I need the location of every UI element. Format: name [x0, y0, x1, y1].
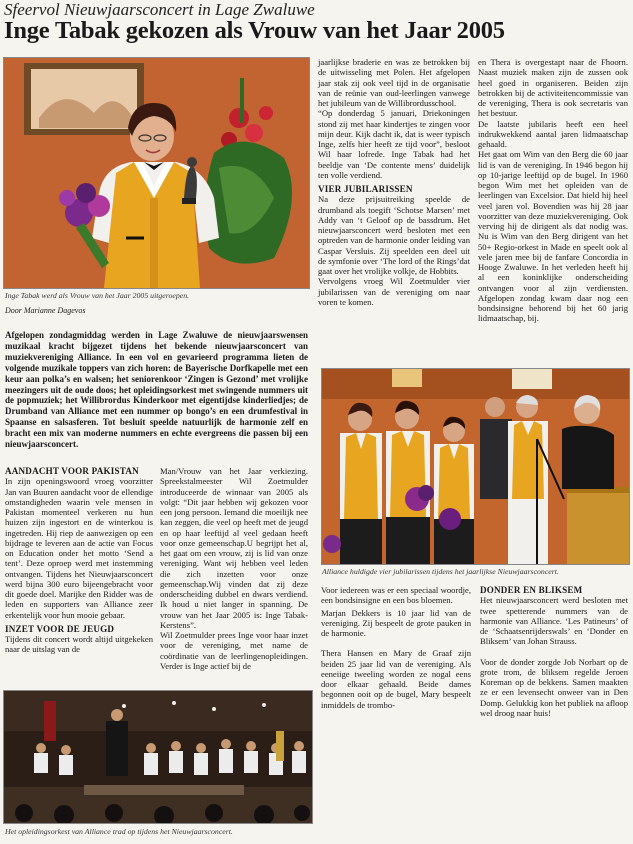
photo-orchestra — [3, 690, 313, 824]
col4-paragraph-2: De laatste jubilaris heeft een heel indrukwekkend aantal jaren lidmaatschap gehaald. — [478, 118, 628, 149]
col5-paragraph-1: Voor iedereen was er een speciaal woordje, een bondsinsigne en een bos bloemen. — [321, 585, 471, 606]
col2-paragraph-2: Wil Zoetmulder prees Inge voor haar inzet voor de vereniging, met name de coördinatie van de leerlingenopleidingen. Verder is Inge actief bij de — [160, 630, 308, 671]
heading-jubilarissen: VIER JUBILARISSEN — [318, 184, 413, 194]
col5-paragraph-3: Thera Hansen en Mary de Graaf zijn beiden 25 jaar lid van de vereniging. Als eeneiige tweeling worden ze nogal eens door elkaar gehaald. Beide dames begonnen ooit op de bugel, Mary bespeelt inmiddels de trombo- — [321, 648, 471, 710]
col3-paragraph-2: “Op donderdag 5 januari, Driekoningen stond zij met haar kindertjes te zingen voor mijn deur. Kijk dacht ik, dat is weer typisch Inge, zelfs hier heeft ze tijd voor”, besloot Wil haar lofrede. Inge Tabak had het beeldje van ‘De contente mens’ duidelijk ten volle verdiend. — [318, 108, 470, 180]
col6-paragraph-1: Het nieuwjaarsconcert werd besloten met twee spetterende nummers van de harmonie van Alliance. ‘Les Patineurs’ of de ‘Schaatsenrijderswals’ en ‘Donder en Bliksem’ van Johan Strauss. — [480, 595, 628, 647]
col1-paragraph-2: Tijdens dit concert wordt altijd uitgekeken naar de uitslag van de — [5, 634, 153, 655]
col4-paragraph-1: en Thera is overgestapt naar de Fhoorn. Naast muziek maken zijn de zussen ook heel goed in organiseren. Beiden zijn betrokken bij de activiteitencommissie van de vereniging, Thera is ook secretaris van het bestuur. — [478, 57, 628, 119]
heading-donder-en-bliksem: DONDER EN BLIKSEM — [480, 585, 583, 595]
column-5 — [321, 585, 471, 710]
lead-paragraph: Afgelopen zondagmiddag werden in Lage Zwaluwe de nieuwjaarswensen muzikaal kracht bijgezet tijdens het bekende nieuwjaarsconcert van muziekvereniging Alliance. In een vol en gevarieerd programma lieten de volgende muzikale toppers van zich horen: de Bayerische Dorfkapelle met een keur aan polka’s en walsen; het seniorenkoor ‘Zingen is Gezond’ met vrolijke meezingers uit de oude doos; het opleidingsorkest met swingende nummers uit de popmuziek; het Willibrordus Kinderkoor met eigentijdse kinderliedjes; de Drumband van Alliance met een nummer op bongo’s en een drumfestival in Spaanse en salsasferen. Tot besluit speelde natuurlijk de harmonie zelf en bracht een mix van moderne nummers en echte evergreens die passen bij een nieuwjaarsconcert. — [5, 330, 308, 450]
col2-paragraph-1: Man/Vrouw van het Jaar verkiezing. Spreekstalmeester Wil Zoetmulder introduceerde de winnaar van 2005 als volgt: “Dit jaar hebben wij gekozen voor een jong persoon. Iemand die moeilijk nee kan zeggen, die veel op heeft met de jeugd en op haar leeftijd al veel gedaan heeft voor onze gemeenschap.U begrijpt het al, het gaat om een vrouw, zij is lid van onze vereniging. Want wij hebben veel leden die zich inzetten voor onze gemeenschap.Wij vinden dat zij deze onderscheiding dubbel en dwars verdiend. Ik houd u niet langer in spanning. De vrouw van het Jaar 2005 is: Inge Tabak-Kerstens”. — [160, 466, 308, 630]
col6-paragraph-2: Voor de donder zorgde Job Norbart op de grote trom, de bliksem regelde Jeroen Koreman op de bekkens. Samen maakten ze er een levensecht onweer van in Den Domp. Gelukkig kon het publiek na afloop wel droog naar huis! — [480, 656, 628, 718]
kicker: Sfeervol Nieuwjaarsconcert in Lage Zwaluwe — [4, 0, 315, 19]
headline: Inge Tabak gekozen als Vrouw van het Jaar 2005 — [4, 17, 505, 44]
column-1 — [5, 466, 153, 655]
byline: Door Marianne Dagevos — [5, 306, 86, 315]
photo3-caption: Het opleidingsorkest van Alliance trad op tijdens het Nieuwjaarsconcert. — [5, 827, 233, 836]
col3-paragraph-1: jaarlijkse braderie en was ze betrokken bij de uitwisseling met Polen. Het afgelopen jaar stak zij ook veel tijd in de organisatie van de reünie van oud-leerlingen vanwege het jubileum van de Willibrordusschool. — [318, 57, 470, 108]
column-3 — [318, 57, 470, 307]
photo-inge-tabak — [3, 57, 310, 289]
col4-paragraph-3: Het gaat om Wim van den Berg die 60 jaar lid is van de vereniging. In 1946 begon hij op 10-jarige leeftijd op de bugel. In 1960 begon Wim met het opleiden van de leerlingen van Excelsior. Dat hield hij heel veel jaren vol. Bovendien was hij 28 jaar voorzitter van deze muziekvereniging. Ook verving hij de dirigent als dat nodig was. Nu is Wim van den Berg dirigent van het 50+ Regio-orkest in Made en speelt ook al vele jaren mee bij de fanfare Concordia in Hooge Zwaluwe. In het verleden heeft hij al een koninklijke onderscheiding ontvangen voor al zijn verdiensten. Afgelopen zondag kwam daar nog een bondsinsigne behorend bij het 60 jarig lidmaatschap, bij. — [478, 149, 628, 324]
column-4 — [478, 57, 628, 324]
column-2 — [160, 466, 308, 671]
col3-paragraph-3: Na deze prijsuitreiking speelde de drumband als toegift ‘Schotse Marsen’ met Addy van ‘t Geloof op de bassdrum. Het nieuwjaarsconcert werd besloten met een optreden van de harmonie onder leiding van Caspar Versluis. Zij speelden een deel uit de symfonie over ‘The lord of the Rings’dat gaat over het vrolijke volkje, de Hobbits. — [318, 194, 470, 276]
photo-jubilarissen — [321, 368, 630, 565]
column-6 — [480, 585, 628, 718]
heading-aandacht: AANDACHT VOOR PAKISTAN — [5, 466, 139, 476]
col5-paragraph-2: Marjan Dekkers is 10 jaar lid van de vereniging. Zij bespeelt de grote pauken in de harmonie. — [321, 607, 471, 638]
heading-inzet: INZET VOOR DE JEUGD — [5, 623, 115, 634]
col3-paragraph-4: Vervolgens vroeg Wil Zoetmulder vier jubilarissen van de vereniging om naar voren te komen. — [318, 276, 470, 307]
col1-paragraph-1: In zijn openingswoord vroeg voorzitter Jan van Buuren aandacht voor de ellendige omstandigheden waarin vele mensen in Pakistan momenteel verkeren nu hun huizen zijn ingestort en de winterkou is ingetreden. Hij riep de aanwezigen op een bijdrage te leveren aan de actie van Focus on Education onder het motto ‘Send a tent’. Deze oproep werd met instemming ontvangen. Tijdens het Nieuwjaarsconcert werd bijna 300 euro bijeengebracht voor dit goede doel. Marijke den Ridder was de leden en supporters van Alliance zeer erkentelijk voor hun mooie gebaar. — [5, 476, 153, 620]
photo1-caption: Inge Tabak werd als Vrouw van het Jaar 2005 uitgeroepen. — [5, 291, 190, 300]
photo2-caption: Alliance huldigde vier jubilarissen tijdens het jaarlijkse Nieuwjaarsconcert. — [322, 567, 559, 576]
